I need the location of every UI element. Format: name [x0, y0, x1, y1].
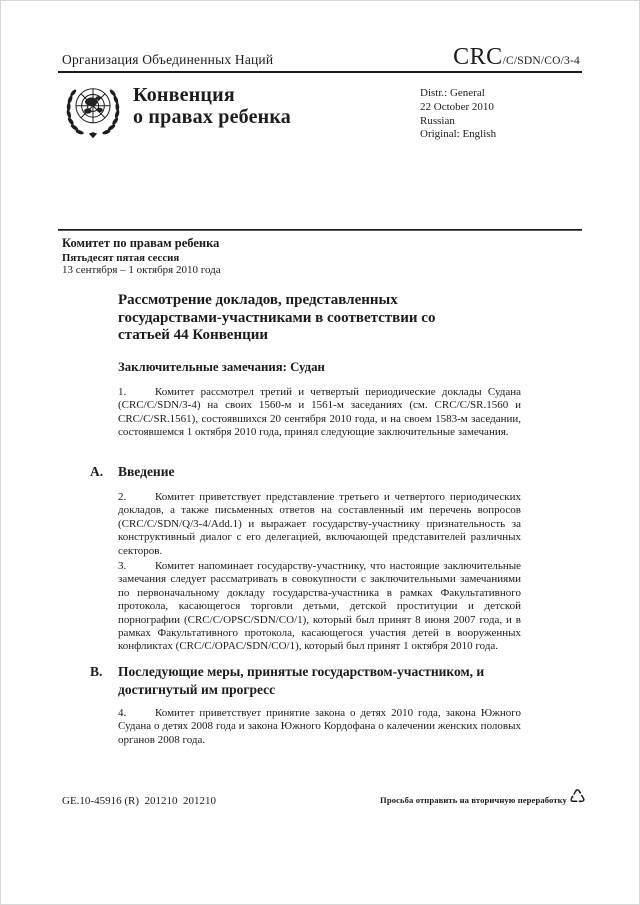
paragraph-3-number: 3. — [118, 560, 127, 572]
treaty-title-line2: о правах ребенка — [133, 106, 292, 128]
document-symbol — [453, 44, 580, 71]
session-dates: 13 сентября – 1 октября 2010 года — [62, 264, 221, 276]
document-symbol-suffix: /C/SDN/CO/3-4 — [502, 55, 580, 67]
language-line: Russian — [420, 114, 455, 127]
paragraph-3-text: Комитет напоминает государству-участнику, что настоящие заключительные замечания следует рассматривать в совокупности с заключительными замечаниями по первоначальному докладу государства-участника в рамках Факультативного протокола, касающегося торговли детьми, детской проституции и детской порнографии (CRC/C/OPSC/SDN/CO/1), который был принят 8 июня 2007 года, и в рамках Факультативного протокола, касающегося участия детей в вооруженных конфликтах (CRC/C/OPAC/SDN/CO/1), который был принят 1 октября 2010 года. — [118, 560, 521, 653]
page-title: Рассмотрение докладов, представленных государствами-участниками в соответствии со статьей 44 Конвенции — [118, 292, 436, 343]
un-emblem-icon — [60, 80, 126, 146]
section-b-letter: B. — [90, 664, 103, 679]
recycle-note-text: Просьба отправить на вторичную переработку — [380, 795, 567, 805]
session-number: Пятьдесят пятая сессия — [62, 252, 180, 264]
paragraph-1-number: 1. — [118, 386, 127, 398]
section-b-title: Последующие меры, принятые государством-участником, и достигнутый им прогресс — [118, 664, 485, 697]
org-name-text: Организация Объединенных Наций — [62, 52, 274, 67]
paragraph-2 — [118, 491, 521, 558]
distribution-block — [420, 87, 496, 142]
concluding-observations-subtitle: Заключительные замечания: Судан — [118, 360, 325, 374]
document-symbol-main: CRC — [453, 44, 503, 70]
document-code: GE.10-45916 (R) 201210 201210 — [62, 795, 216, 807]
paragraph-1 — [118, 386, 521, 440]
date-line: 22 October 2010 — [420, 100, 494, 113]
section-divider — [58, 229, 582, 230]
original-language-line: Original: English — [420, 128, 497, 141]
section-a-title: Введение — [118, 464, 175, 479]
section-a-letter: A. — [90, 464, 104, 479]
paragraph-3 — [118, 560, 521, 654]
recycle-notice — [380, 788, 586, 807]
paragraph-4-number: 4. — [118, 707, 127, 719]
paragraph-2-number: 2. — [118, 491, 127, 503]
treaty-title-line1: Конвенция — [133, 84, 235, 106]
paragraph-2-text: Комитет приветствует представление третьего и четвертого периодических докладов, а также письменных ответов на составленный им перечень вопросов (CRC/C/SDN/Q/3-4/Add.1) и выражает государству-участнику признательность за конструктивный диалог с его делегацией, включающей представителей различных секторов. — [118, 491, 521, 557]
section-a-heading — [90, 463, 418, 481]
paragraph-4-text: Комитет приветствует принятие закона о детях 2010 года, закона Южного Судана о детях 2008 года и закона Южного Кордофана о калечении женских половых органов 2008 года. — [118, 707, 521, 746]
paragraph-4 — [118, 707, 521, 747]
recycle-icon: ♺ — [568, 786, 586, 808]
distr-line: Distr.: General — [420, 87, 485, 99]
treaty-title — [133, 84, 291, 128]
section-b-heading — [90, 663, 508, 699]
committee-name: Комитет по правам ребенка — [62, 236, 220, 250]
paragraph-1-text: Комитет рассмотрел третий и четвертый периодические доклады Судана (CRC/C/SDN/3-4) на своих 1560-м и 1561-м заседаниях (см. CRC/C/SR.1560 и CRC/C/SR.1561), состоявшихся 20 сентября 2010 года, и на своем 1583-м заседании, состоявшемся 1 октября 2010 года, принял следующие заключительные замечания. — [118, 386, 521, 439]
header-divider — [58, 71, 582, 73]
